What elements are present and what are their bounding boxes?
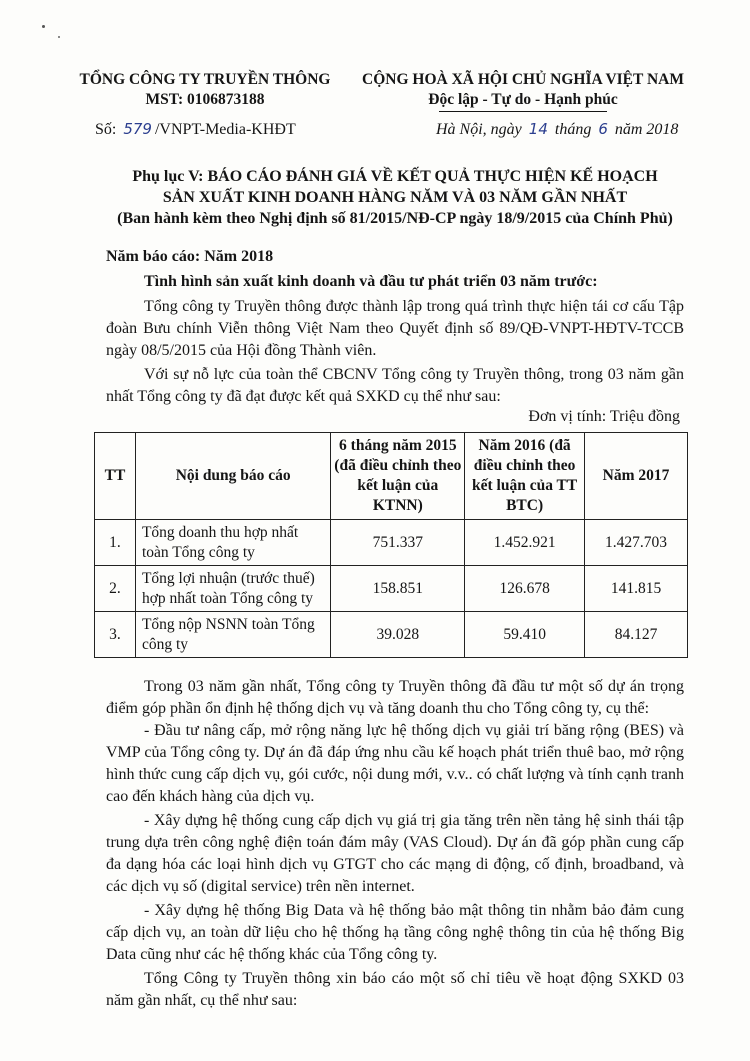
motto-underline bbox=[439, 111, 607, 112]
date-line: Hà Nội, ngày 14 tháng 6 năm 2018 bbox=[436, 120, 679, 138]
title-line-2: SẢN XUẤT KINH DOANH HÀNG NĂM VÀ 03 NĂM GẦN NHẤT bbox=[162, 189, 628, 206]
header-tt: TT bbox=[95, 433, 136, 520]
document-title bbox=[80, 166, 710, 229]
bullet-bes-vmp: - Đầu tư nâng cấp, mở rộng năng lực hệ thống dịch vụ giải trí băng rộng (BES) và VMP của Tổng công ty. Dự án đã đáp ứng nhu cầu kế hoạch phát triển thuê bao, mở rộng hình thức cung cấp dịch vụ, gói cước, nội dung mới, v.v.. có chất lượng và tính cạnh tranh cao đến khách hàng của dịch vụ. bbox=[106, 722, 684, 805]
table-header-row bbox=[95, 433, 688, 520]
unit-note: Đơn vị tính: Triệu đồng bbox=[528, 408, 680, 425]
report-year: Năm báo cáo: Năm 2018 bbox=[106, 248, 274, 265]
tax-code: MST: 0106873188 bbox=[145, 91, 265, 108]
header-content: Nội dung báo cáo bbox=[135, 433, 331, 520]
paragraph-results-intro: Với sự nỗ lực của toàn thể CBCNV Tổng công ty Truyền thông, trong 03 năm gần nhất Tổng công ty đã đạt được kết quả SXKD cụ thể như sau: bbox=[106, 366, 684, 405]
paragraph-closing: Tổng Công ty Truyền thông xin báo cáo một số chỉ tiêu về hoạt động SXKD 03 năm gần nhất, cụ thể như sau: bbox=[106, 970, 684, 1009]
table-row: 1. Tổng doanh thu hợp nhất toàn Tổng công ty 751.337 1.452.921 1.427.703 bbox=[95, 520, 688, 566]
table-row: 2. Tổng lợi nhuận (trước thuế) hợp nhất toàn Tổng công ty 158.851 126.678 141.815 bbox=[95, 566, 688, 612]
header-2016: Năm 2016 (đã điều chỉnh theo kết luận của TT BTC) bbox=[465, 433, 585, 520]
handwritten-month: 6 bbox=[598, 120, 608, 138]
org-name: TỔNG CÔNG TY TRUYỀN THÔNG bbox=[79, 71, 331, 88]
national-header bbox=[358, 70, 688, 112]
section-heading: Tình hình sản xuất kinh doanh và đầu tư phát triển 03 năm trước: bbox=[144, 273, 598, 290]
header-2017: Năm 2017 bbox=[585, 433, 688, 520]
scan-speck bbox=[58, 36, 60, 38]
document-number: Số: 579 /VNPT-Media-KHĐT bbox=[95, 120, 296, 138]
table-row: 3. Tổng nộp NSNN toàn Tổng công ty 39.028 59.410 84.127 bbox=[95, 612, 688, 658]
handwritten-number: 579 bbox=[123, 120, 152, 138]
country-name: CỘNG HOÀ XÃ HỘI CHỦ NGHĨA VIỆT NAM bbox=[362, 71, 684, 88]
organization-header bbox=[70, 70, 340, 110]
paragraph-investments-intro: Trong 03 năm gần nhất, Tổng công ty Truyền thông đã đầu tư một số dự án trọng điểm góp phần ổn định hệ thống dịch vụ và tăng doanh thu cho Tổng công ty, cụ thể: bbox=[106, 678, 684, 717]
bullet-vas-cloud: - Xây dựng hệ thống cung cấp dịch vụ giá trị gia tăng trên nền tảng hệ sinh thái tập trung dựa trên công nghệ điện toán đám mây (VAS Cloud). Dự án đã góp phần cung cấp đa dạng hóa các loại hình dịch vụ GTGT cho các mạng di động, cố định, broadband, và các dịch vụ số (digital service) trên nền internet. bbox=[106, 812, 684, 895]
results-table bbox=[94, 432, 688, 658]
scan-speck bbox=[42, 25, 45, 28]
bullet-big-data: - Xây dựng hệ thống Big Data và hệ thống bảo mật thông tin nhằm bảo đảm cung cấp dịch vụ, an toàn dữ liệu cho hệ thống hạ tầng công nghệ thông tin của hệ thống Big Data cũng như các hệ thống khác của Tổng công ty. bbox=[106, 902, 684, 963]
motto: Độc lập - Tự do - Hạnh phúc bbox=[428, 91, 618, 108]
title-line-3: (Ban hành kèm theo Nghị định số 81/2015/NĐ-CP ngày 18/9/2015 của Chính Phủ) bbox=[117, 210, 673, 227]
title-line-1: Phụ lục V: BÁO CÁO ĐÁNH GIÁ VỀ KẾT QUẢ THỰC HIỆN KẾ HOẠCH bbox=[132, 168, 658, 185]
header-2015: 6 tháng năm 2015 (đã điều chỉnh theo kết luận của KTNN) bbox=[331, 433, 465, 520]
paragraph-establishment: Tổng công ty Truyền thông được thành lập trong quá trình thực hiện tái cơ cấu Tập đoàn Bưu chính Viễn thông Việt Nam theo Quyết định số 89/QĐ-VNPT-HĐTV-TCCB ngày 08/5/2015 của Hội đồng Thành viên. bbox=[106, 298, 684, 359]
handwritten-day: 14 bbox=[528, 120, 548, 138]
